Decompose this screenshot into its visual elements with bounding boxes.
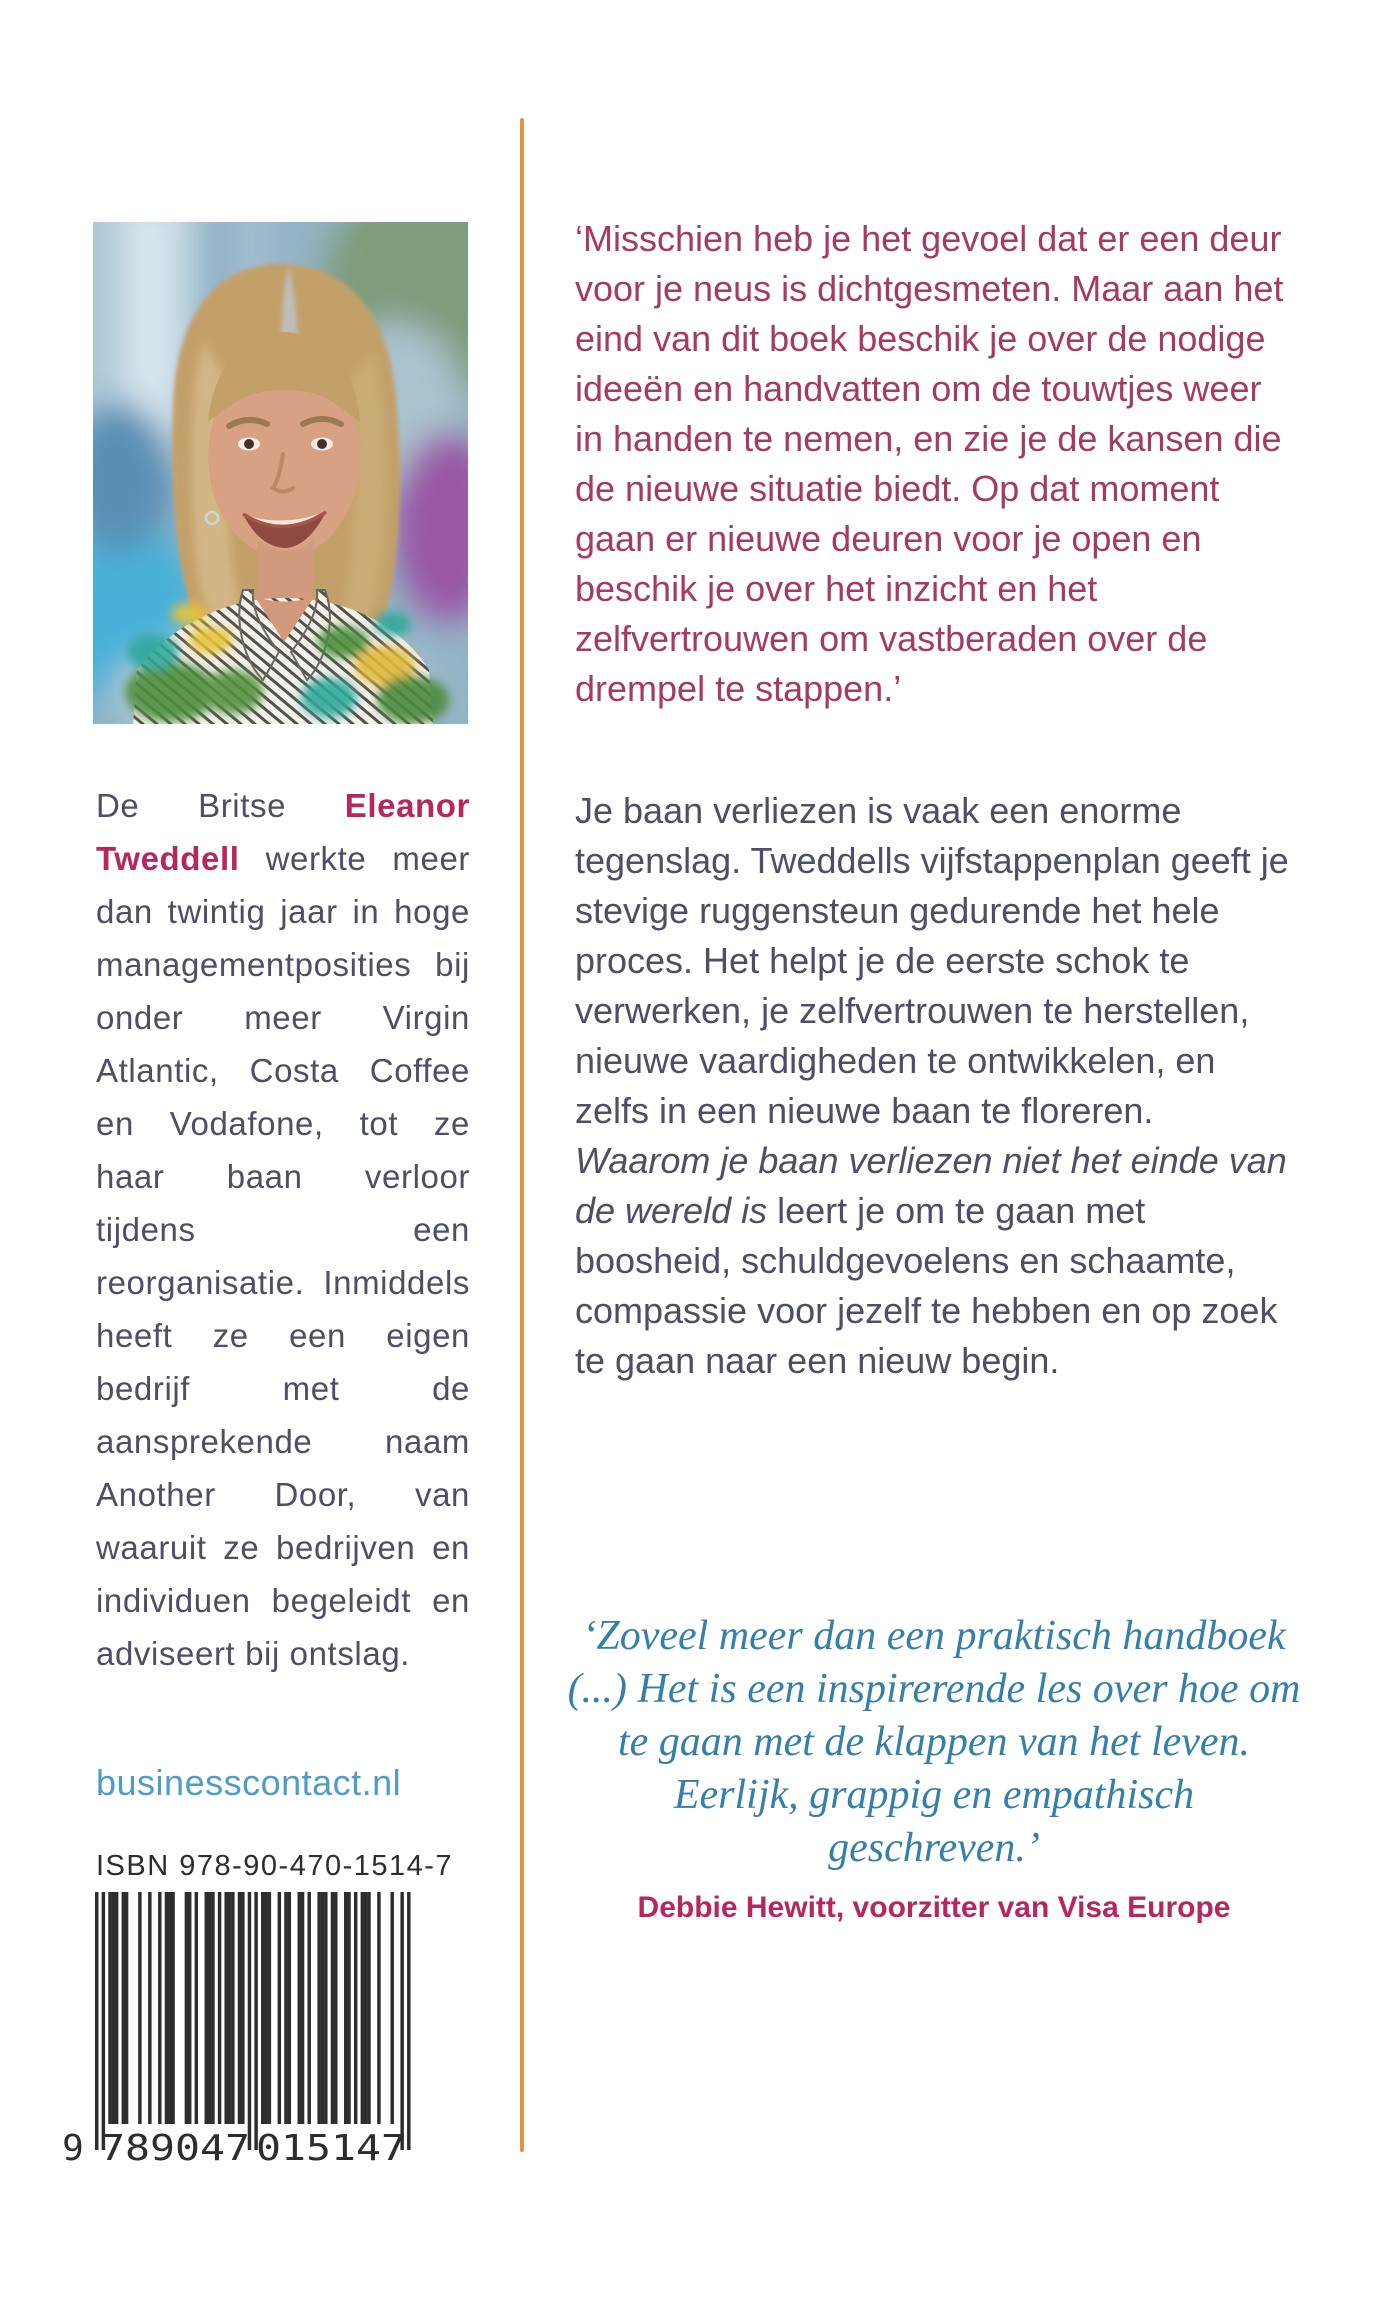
book-description <box>575 786 1293 1386</box>
author-photo <box>93 222 468 724</box>
text-segment: leert je om te gaan met boosheid, schuldgevoelens en schaamte, compassie voor jezelf te hebben en op zoek te gaan naar een nieuw begin. <box>575 1190 1278 1381</box>
ean13-barcode <box>56 1892 414 2168</box>
endorsement-attribution: Debbie Hewitt, voorzitter van Visa Europe <box>637 1891 1231 1924</box>
endorsement-quote: ‘Zoveel meer dan een praktisch handboek (...) Het is een inspirerende les over hoe om te gaan met de klappen van het leven. Eerlijk, grappig en empathisch geschreven.’ <box>567 1613 1301 1871</box>
author-bio <box>96 779 470 1680</box>
svg-text:789047: 789047 <box>100 2128 250 2168</box>
svg-text:015147: 015147 <box>256 2128 406 2168</box>
svg-text:9: 9 <box>62 2128 84 2168</box>
divider-line <box>520 118 524 2152</box>
isbn-label: ISBN 978-90-470-1514-7 <box>96 1850 454 1882</box>
text-segment: werkte meer dan twintig jaar in hoge managementposities bij onder meer Virgin Atlantic, Costa Coffee en Vodafone, tot ze haar baan verloor tijdens een reorganisatie. Inmiddels heeft ze een eigen bedrijf met de aansprekende naam Another Door, van waaruit ze bedrijven en individuen begeleidt en adviseert bij ontslag. <box>96 840 470 1672</box>
text-segment: Je baan verliezen is vaak een enorme tegenslag. Tweddells vijfstappenplan geeft je stevige ruggensteun gedurende het hele proces. Het helpt je de eerste schok te verwerken, je zelfvertrouwen te herstellen, nieuwe vaardigheden te ontwikkelen, en zelfs in een nieuwe baan te floreren. <box>575 790 1289 1131</box>
text-segment: Eleanor Tweddell <box>96 787 470 877</box>
text-segment: Waarom je baan verliezen niet het einde van de wereld is <box>575 1140 1287 1231</box>
text-segment: De Britse <box>96 787 345 824</box>
publisher-website: businesscontact.nl <box>96 1762 402 1803</box>
author-portrait-illustration <box>93 222 468 724</box>
back-cover-quote: ‘Misschien heb je het gevoel dat er een deur voor je neus is dichtgesmeten. Maar aan het eind van dit boek beschik je over de nodige ideeën en handvatten om de touwtjes weer in handen te nemen, en zie je de kansen die de nieuwe situatie biedt. Op dat moment gaan er nieuwe deuren voor je open en beschik je over het inzicht en het zelfvertrouwen om vastberaden over de drempel te stappen.’ <box>575 218 1284 709</box>
isbn-barcode <box>56 1892 414 2173</box>
